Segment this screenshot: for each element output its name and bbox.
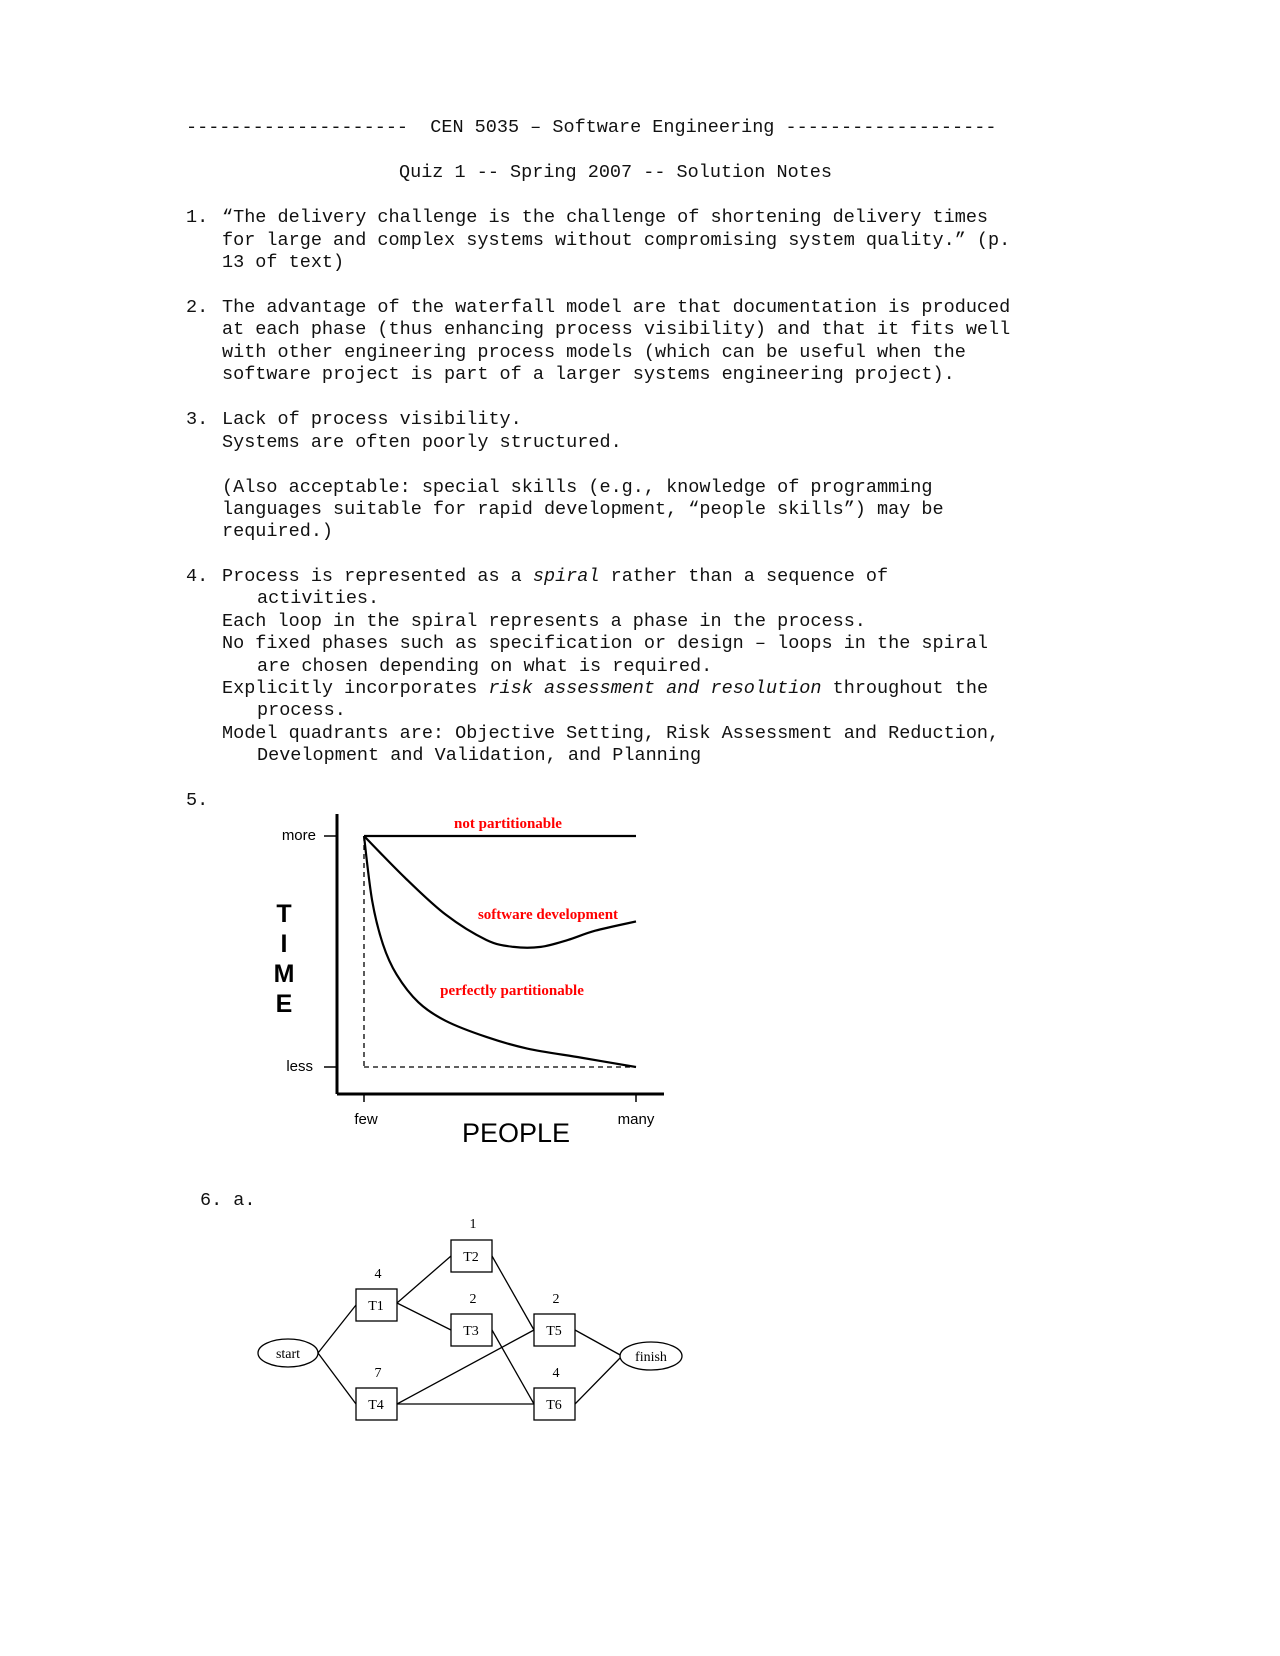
y-axis-label-letter: M bbox=[273, 960, 295, 988]
x-tick-label-few: few bbox=[354, 1111, 378, 1128]
task-t3-label: T3 bbox=[463, 1324, 479, 1339]
q4-line-8: Model quadrants are: Objective Setting, Risk Assessment and Reduction, bbox=[222, 723, 1000, 744]
q2-line-2: at each phase (thus enhancing process visibility) and that it fits well bbox=[222, 319, 1011, 340]
edge-t1-t3 bbox=[397, 1303, 451, 1330]
y-axis-label-letter: T bbox=[276, 900, 292, 928]
series-label-software-development: software development bbox=[477, 907, 619, 923]
quiz-subtitle: Quiz 1 -- Spring 2007 -- Solution Notes bbox=[399, 162, 832, 183]
q4-line-7: process. bbox=[257, 700, 346, 721]
q2-number: 2. bbox=[186, 297, 209, 318]
x-tick-label-many: many bbox=[617, 1111, 655, 1128]
task-t1-label: T1 bbox=[368, 1299, 384, 1314]
task-t6-duration: 4 bbox=[552, 1366, 560, 1381]
finish-node-label: finish bbox=[635, 1350, 667, 1365]
y-tick-label-less: less bbox=[286, 1058, 313, 1075]
q4-line-3: Each loop in the spiral represents a phase in the process. bbox=[222, 611, 866, 632]
q3-also-line-3: required.) bbox=[222, 521, 334, 542]
y-axis-label-letter: I bbox=[280, 930, 288, 958]
q4-line-1: Process is represented as a spiral rather than a sequence of bbox=[222, 566, 889, 587]
task-t5-duration: 2 bbox=[552, 1292, 560, 1307]
edge-start-t1 bbox=[318, 1305, 356, 1353]
y-tick-label-more: more bbox=[281, 827, 316, 844]
q4-line-2: activities. bbox=[257, 588, 380, 609]
q2-line-4: software project is part of a larger systems engineering project). bbox=[222, 364, 955, 385]
q6-label: 6. a. bbox=[200, 1190, 256, 1211]
edge-start-t4 bbox=[318, 1353, 356, 1404]
task-t1-duration: 4 bbox=[374, 1267, 382, 1282]
y-axis-label-letter: E bbox=[275, 990, 293, 1018]
q4-number: 4. bbox=[186, 566, 209, 587]
start-node-label: start bbox=[275, 1347, 301, 1362]
edge-t1-t2 bbox=[397, 1256, 451, 1303]
q4-line-5: are chosen depending on what is required. bbox=[257, 656, 713, 677]
series-label-perfectly-partitionable: perfectly partitionable bbox=[440, 983, 584, 999]
series-label-not-partitionable: not partitionable bbox=[454, 816, 562, 832]
q1-number: 1. bbox=[186, 207, 209, 228]
task-t5-label: T5 bbox=[546, 1324, 562, 1339]
q4-line-9: Development and Validation, and Planning bbox=[257, 745, 702, 766]
q3-line-2: Systems are often poorly structured. bbox=[222, 432, 622, 453]
q3-also-line-1: (Also acceptable: special skills (e.g., knowledge of programming bbox=[222, 477, 933, 498]
q4-line-4: No fixed phases such as specification or design – loops in the spiral bbox=[222, 633, 989, 654]
edge-t5-finish bbox=[575, 1330, 622, 1356]
q3-also-line-2: languages suitable for rapid development, “people skills”) may be bbox=[222, 499, 944, 520]
x-axis-label: PEOPLE bbox=[461, 1118, 571, 1148]
task-t4-duration: 7 bbox=[374, 1366, 382, 1381]
q4-line-6: Explicitly incorporates risk assessment and resolution throughout the bbox=[222, 678, 989, 699]
edge-t6-finish bbox=[575, 1356, 622, 1404]
q3-line-1: Lack of process visibility. bbox=[222, 409, 522, 430]
task-t2-label: T2 bbox=[463, 1250, 479, 1265]
task-t3-duration: 2 bbox=[469, 1292, 477, 1307]
q5-number: 5. bbox=[186, 790, 209, 811]
task-t4-label: T4 bbox=[368, 1398, 384, 1413]
q4-emphasis-risk: risk assessment and resolution bbox=[488, 678, 822, 699]
q1-line-2: for large and complex systems without compromising system quality.” (p. bbox=[222, 230, 1011, 251]
q2-line-1: The advantage of the waterfall model are that documentation is produced bbox=[222, 297, 1011, 318]
q1-line-3: 13 of text) bbox=[222, 252, 345, 273]
edge-t2-t5 bbox=[492, 1256, 534, 1330]
q1-line-1: “The delivery challenge is the challenge of shortening delivery times bbox=[222, 207, 989, 228]
course-title-line: -------------------- CEN 5035 – Software Engineering ------------------- bbox=[186, 117, 997, 138]
q3-number: 3. bbox=[186, 409, 209, 430]
q4-emphasis-spiral: spiral bbox=[532, 566, 600, 587]
task-t6-label: T6 bbox=[546, 1398, 562, 1413]
task-t2-duration: 1 bbox=[469, 1217, 477, 1232]
q2-line-3: with other engineering process models (which can be useful when the bbox=[222, 342, 966, 363]
